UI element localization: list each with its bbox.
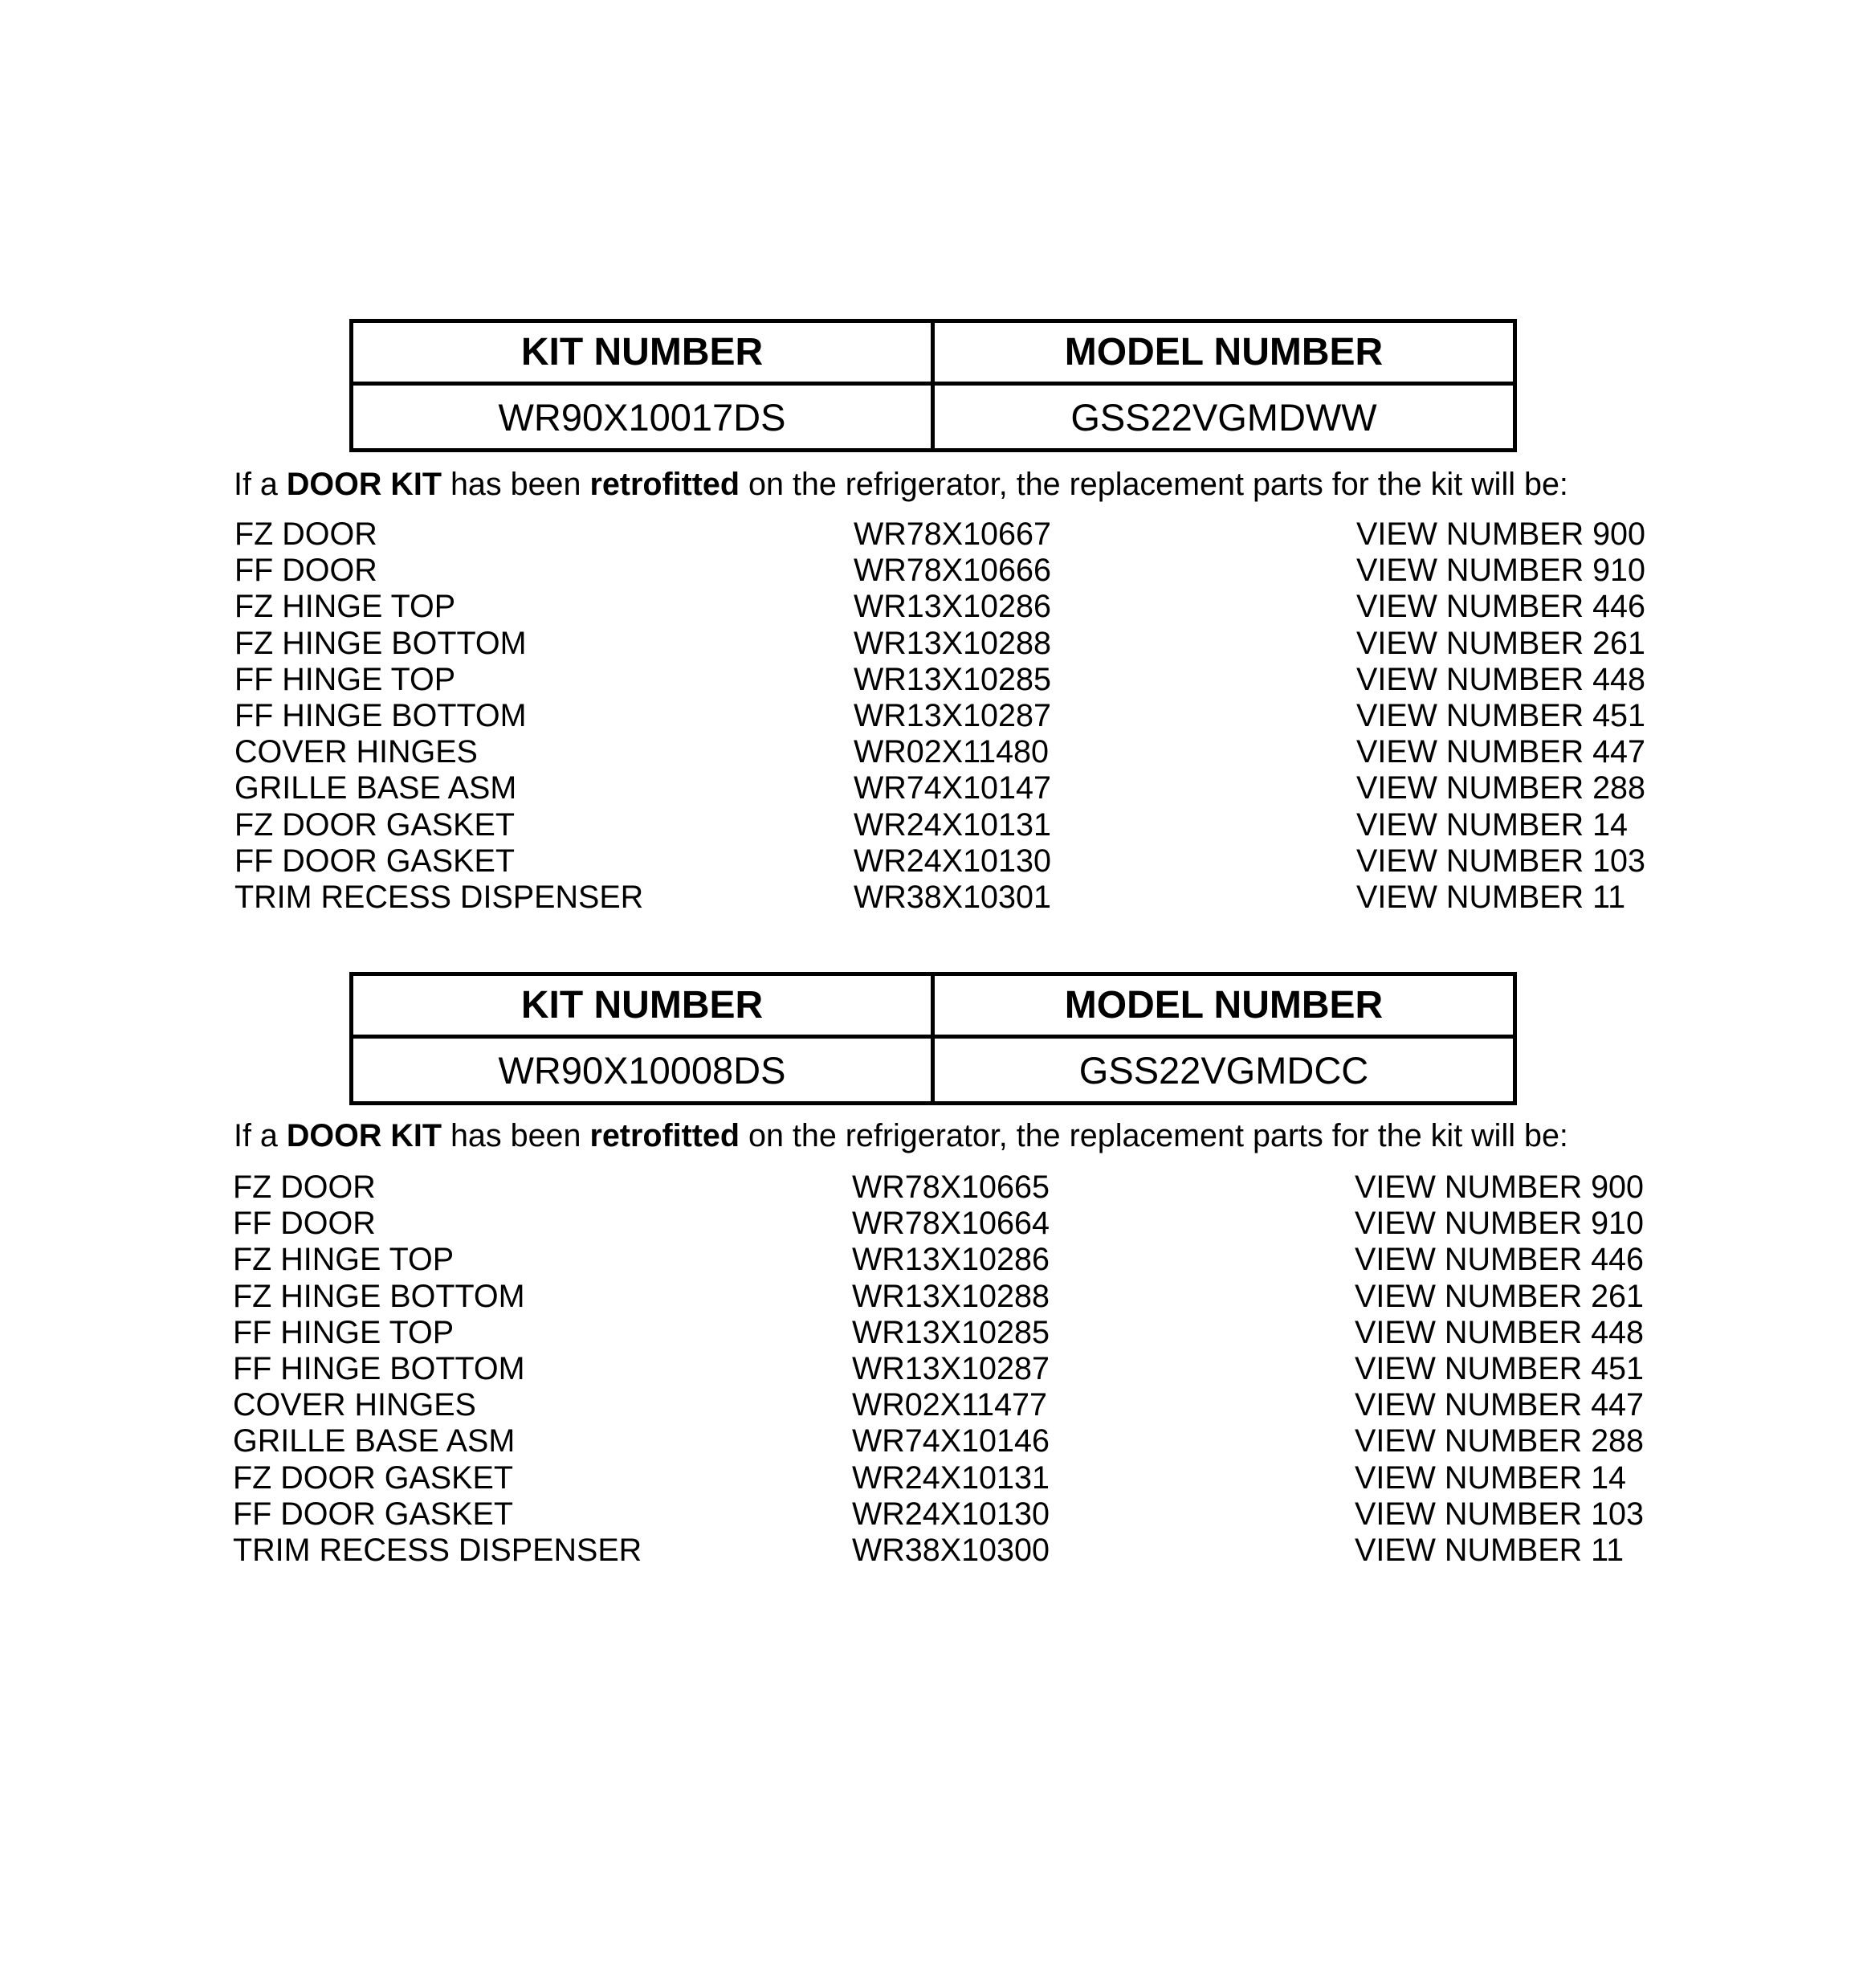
view-number: VIEW NUMBER 103	[1355, 1496, 1644, 1532]
view-number: VIEW NUMBER 451	[1355, 1350, 1644, 1386]
view-number: VIEW NUMBER 447	[1356, 734, 1645, 770]
part-description: FZ HINGE BOTTOM	[233, 1278, 525, 1314]
part-description: FF HINGE TOP	[234, 661, 456, 697]
parts-row	[234, 698, 1680, 734]
parts-list-1	[234, 516, 1680, 916]
parts-row	[233, 1351, 1678, 1387]
view-number: VIEW NUMBER 900	[1355, 1170, 1644, 1205]
view-number: VIEW NUMBER 448	[1356, 661, 1645, 697]
parts-row	[233, 1496, 1678, 1533]
part-description: FF DOOR GASKET	[233, 1496, 513, 1532]
parts-row	[234, 626, 1680, 662]
kit-model-table-2	[349, 972, 1517, 1105]
part-number: WR13X10288	[854, 625, 1051, 661]
kit-number-value: WR90X10017DS	[353, 386, 935, 448]
model-number-value: GSS22VGMDCC	[1078, 1048, 1369, 1092]
view-number: VIEW NUMBER 446	[1355, 1242, 1644, 1278]
parts-row	[234, 734, 1680, 770]
part-description: FZ HINGE BOTTOM	[234, 625, 527, 661]
part-number: WR78X10664	[852, 1206, 1050, 1242]
part-description: GRILLE BASE ASM	[233, 1423, 516, 1459]
parts-row	[233, 1279, 1678, 1315]
parts-row	[234, 662, 1680, 698]
part-number: WR78X10665	[852, 1170, 1050, 1205]
part-number: WR74X10146	[852, 1423, 1050, 1459]
intro-bold-retrofitted: retrofitted	[589, 467, 740, 502]
parts-row	[234, 807, 1680, 843]
kit-model-table-1	[349, 319, 1517, 452]
part-number: WR24X10130	[852, 1496, 1050, 1532]
part-description: FF DOOR	[233, 1206, 376, 1242]
view-number: VIEW NUMBER 910	[1356, 553, 1645, 589]
view-number: VIEW NUMBER 900	[1356, 516, 1645, 552]
retrofit-intro-1	[234, 469, 1647, 501]
view-number: VIEW NUMBER 261	[1355, 1278, 1644, 1314]
parts-row	[233, 1242, 1678, 1278]
part-description: COVER HINGES	[233, 1387, 476, 1423]
model-number-value: GSS22VGMDWW	[1070, 395, 1377, 439]
kit-number-value: WR90X10008DS	[353, 1039, 935, 1101]
part-number: WR13X10285	[854, 661, 1051, 697]
part-number: WR38X10301	[854, 879, 1051, 915]
intro-bold-retrofitted: retrofitted	[589, 1118, 740, 1153]
parts-row	[233, 1170, 1678, 1206]
part-description: FF DOOR GASKET	[234, 843, 515, 879]
intro-text: If a	[234, 1118, 287, 1153]
view-number: VIEW NUMBER 14	[1355, 1459, 1627, 1496]
parts-row	[233, 1387, 1678, 1423]
parts-row	[233, 1460, 1678, 1496]
parts-row	[233, 1315, 1678, 1351]
intro-text: If a	[234, 467, 287, 502]
model-number-header: MODEL NUMBER	[935, 976, 1513, 1039]
part-number: WR78X10666	[854, 553, 1051, 589]
part-description: TRIM RECESS DISPENSER	[233, 1532, 642, 1568]
view-number: VIEW NUMBER 11	[1356, 879, 1626, 915]
part-description: FZ HINGE TOP	[234, 589, 456, 625]
view-number: VIEW NUMBER 288	[1355, 1423, 1644, 1459]
parts-row	[234, 516, 1680, 553]
part-number: WR78X10667	[854, 516, 1051, 552]
intro-text: on the refrigerator, the replacement parts for the kit will be:	[740, 467, 1568, 502]
parts-row	[233, 1423, 1678, 1459]
intro-bold-door-kit: DOOR KIT	[286, 467, 442, 502]
part-number: WR13X10286	[852, 1242, 1050, 1278]
part-number: WR13X10286	[854, 589, 1051, 625]
view-number: VIEW NUMBER 11	[1355, 1532, 1625, 1568]
view-number: VIEW NUMBER 451	[1356, 697, 1645, 733]
model-number-header: MODEL NUMBER	[935, 323, 1513, 386]
part-number: WR74X10147	[854, 770, 1051, 806]
part-number: WR13X10287	[852, 1350, 1050, 1386]
view-number: VIEW NUMBER 447	[1355, 1387, 1644, 1423]
intro-text: has been	[441, 467, 590, 502]
part-description: GRILLE BASE ASM	[234, 770, 517, 806]
retrofit-intro-2	[234, 1118, 1647, 1153]
view-number: VIEW NUMBER 261	[1356, 625, 1645, 661]
view-number: VIEW NUMBER 446	[1356, 589, 1645, 625]
part-description: COVER HINGES	[234, 734, 478, 770]
part-description: FZ DOOR	[234, 516, 377, 552]
part-description: FF DOOR	[234, 553, 377, 589]
part-number: WR24X10131	[852, 1459, 1050, 1496]
parts-row	[233, 1533, 1678, 1569]
parts-row	[233, 1206, 1678, 1242]
view-number: VIEW NUMBER 448	[1355, 1314, 1644, 1350]
kit-number-header: KIT NUMBER	[353, 323, 935, 386]
part-description: FF HINGE TOP	[233, 1314, 455, 1350]
part-description: FZ DOOR GASKET	[233, 1459, 513, 1496]
view-number: VIEW NUMBER 103	[1356, 843, 1645, 879]
part-description: FF HINGE BOTTOM	[234, 697, 527, 733]
intro-text: on the refrigerator, the replacement parts for the kit will be:	[740, 1118, 1568, 1153]
part-number: WR38X10300	[852, 1532, 1050, 1568]
part-number: WR13X10287	[854, 697, 1051, 733]
parts-row	[234, 553, 1680, 589]
parts-row	[234, 589, 1680, 625]
parts-row	[234, 880, 1680, 916]
parts-row	[234, 770, 1680, 806]
part-number: WR13X10288	[852, 1278, 1050, 1314]
part-number: WR02X11477	[852, 1387, 1047, 1423]
parts-list-2	[233, 1170, 1678, 1569]
part-number: WR13X10285	[852, 1314, 1050, 1350]
part-description: FF HINGE BOTTOM	[233, 1350, 525, 1386]
intro-text: has been	[441, 1118, 590, 1153]
view-number: VIEW NUMBER 910	[1355, 1206, 1644, 1242]
part-description: FZ HINGE TOP	[233, 1242, 455, 1278]
kit-number-header: KIT NUMBER	[353, 976, 935, 1039]
part-number: WR24X10130	[854, 843, 1051, 879]
part-description: TRIM RECESS DISPENSER	[234, 879, 644, 915]
intro-bold-door-kit: DOOR KIT	[286, 1118, 442, 1153]
part-number: WR24X10131	[854, 806, 1051, 843]
part-description: FZ DOOR	[233, 1170, 376, 1205]
part-description: FZ DOOR GASKET	[234, 806, 515, 843]
part-number: WR02X11480	[854, 734, 1049, 770]
view-number: VIEW NUMBER 14	[1356, 806, 1629, 843]
parts-row	[234, 843, 1680, 880]
view-number: VIEW NUMBER 288	[1356, 770, 1645, 806]
